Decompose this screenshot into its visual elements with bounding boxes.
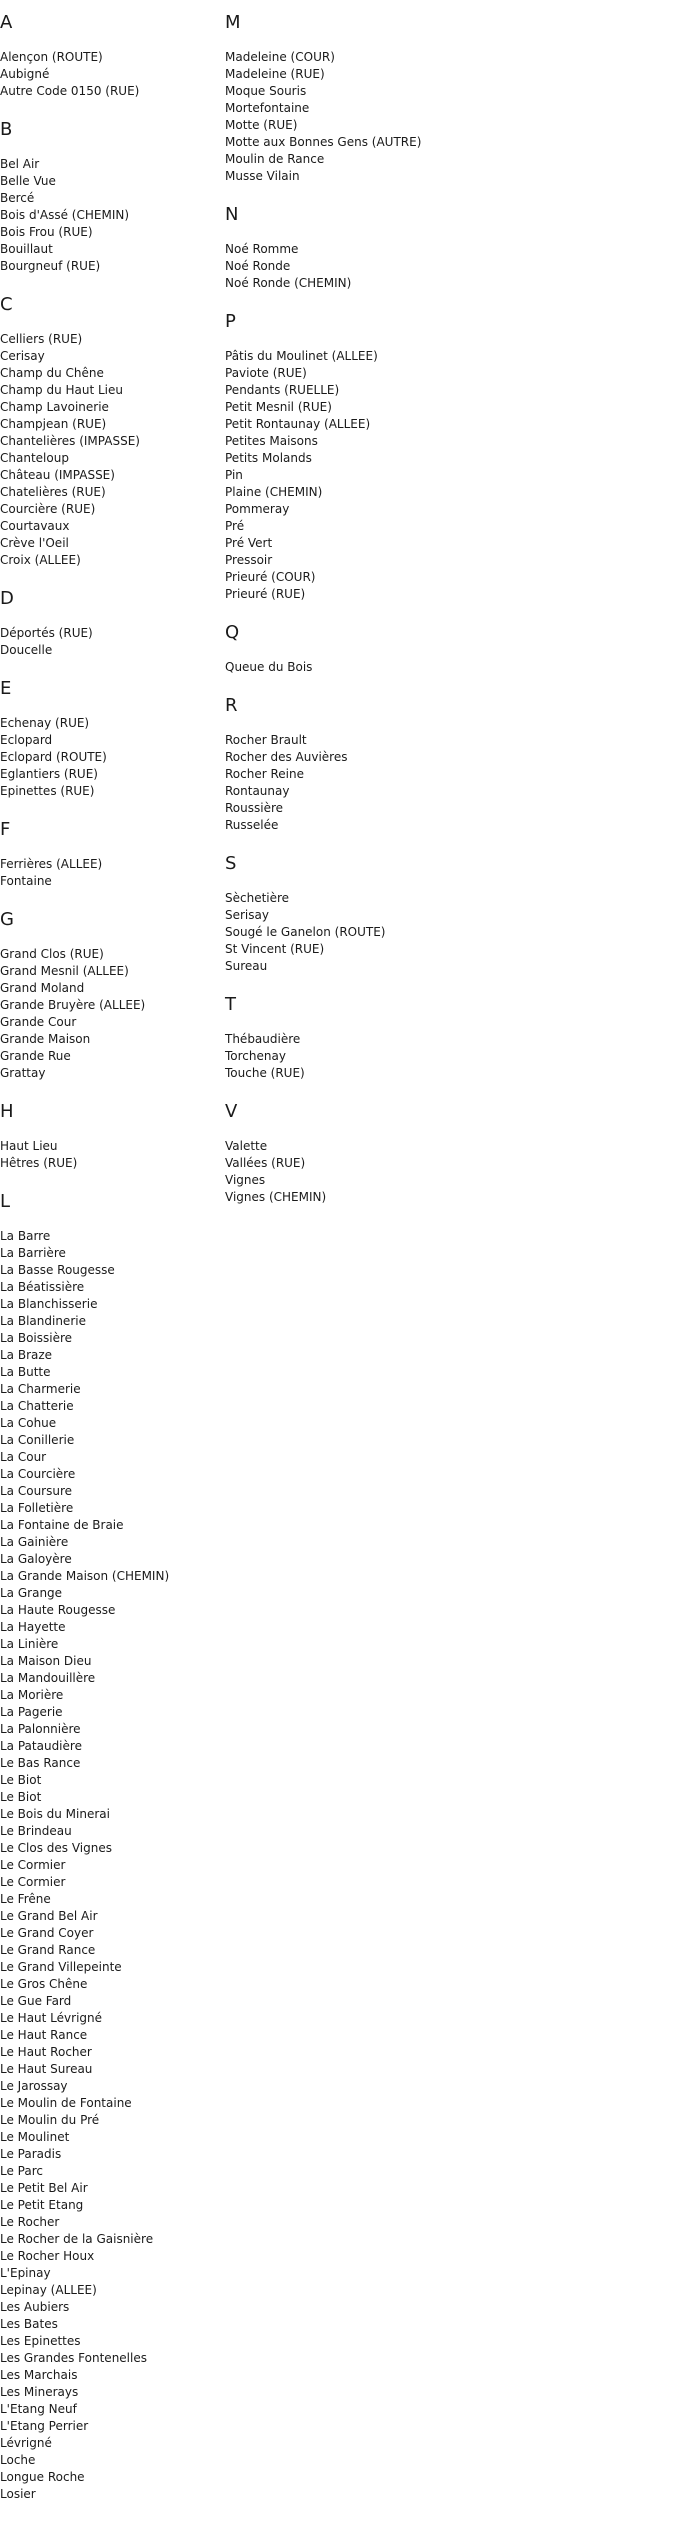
street-name: La Cour [0, 1450, 47, 1464]
street-name: Pressoir [225, 553, 273, 567]
street-name: Crève l'Oeil [0, 536, 69, 550]
street-list [0, 625, 225, 659]
street-name: Grand Clos (RUE) [0, 947, 104, 961]
section-spacer [0, 890, 225, 910]
street-name: Motte (RUE) [225, 118, 298, 132]
street-name: Eglantiers (RUE) [0, 767, 98, 781]
section-spacer [0, 1082, 225, 1102]
section-letter-heading: H [0, 1101, 14, 1122]
street-name: Epinettes (RUE) [0, 784, 95, 798]
street-name: Le Cormier [0, 1858, 66, 1872]
street-name: Les Minerays [0, 2385, 79, 2399]
street-name: Le Rocher de la Gaisnière [0, 2232, 154, 2246]
street-name: Musse Vilain [225, 169, 300, 183]
street-name: Champjean (RUE) [0, 417, 107, 431]
street-name: Grattay [0, 1066, 46, 1080]
section-spacer [225, 1206, 450, 1226]
street-name: La Barrière [0, 1246, 66, 1260]
street-name: Alençon (ROUTE) [0, 50, 103, 64]
street-name: Valette [225, 1139, 268, 1153]
street-name: Madeleine (COUR) [225, 50, 335, 64]
street-list [225, 659, 450, 676]
street-name: Bois Frou (RUE) [0, 225, 93, 239]
street-list [225, 49, 450, 185]
street-name: La Hayette [0, 1620, 66, 1634]
street-name: Chantelières (IMPASSE) [0, 434, 140, 448]
street-name: La Morière [0, 1688, 64, 1702]
street-name: La Grange [0, 1586, 63, 1600]
street-name: Les Bates [0, 2317, 58, 2331]
letter-section-s [225, 854, 450, 995]
street-name: Petites Maisons [225, 434, 318, 448]
street-name: La Mandouillère [0, 1671, 96, 1685]
street-name: La Blanchisserie [0, 1297, 98, 1311]
street-name: Grande Bruyère (ALLEE) [0, 998, 146, 1012]
street-name: La Grande Maison (CHEMIN) [0, 1569, 170, 1583]
street-name: Champ du Chêne [0, 366, 104, 380]
street-name: L'Etang Neuf [0, 2402, 77, 2416]
street-name: La Coursure [0, 1484, 73, 1498]
street-name: La Braze [0, 1348, 53, 1362]
section-letter-heading: F [0, 819, 11, 840]
section-letter-heading: N [225, 204, 239, 225]
street-name: Le Parc [0, 2164, 43, 2178]
street-name: Le Frêne [0, 1892, 51, 1906]
street-name: Motte aux Bonnes Gens (AUTRE) [225, 135, 422, 149]
street-name: Pendants (RUELLE) [225, 383, 340, 397]
street-name: Eclopard (ROUTE) [0, 750, 107, 764]
street-name: Grand Mesnil (ALLEE) [0, 964, 129, 978]
street-name: Champ Lavoinerie [0, 400, 109, 414]
street-name: Bourgneuf (RUE) [0, 259, 101, 273]
letter-section-c [0, 295, 225, 589]
letter-section-p [225, 312, 450, 623]
street-name: Doucelle [0, 643, 53, 657]
section-spacer [225, 292, 450, 312]
street-list [225, 732, 450, 834]
letter-section-m [225, 13, 450, 205]
street-name: Les Marchais [0, 2368, 78, 2382]
street-name: La Charmerie [0, 1382, 81, 1396]
section-letter-heading: D [0, 588, 14, 609]
street-name: La Haute Rougesse [0, 1603, 116, 1617]
street-name: Pin [225, 468, 243, 482]
street-name: Bercé [0, 191, 35, 205]
section-letter-heading: Q [225, 622, 240, 643]
street-name: Lévrigné [0, 2436, 52, 2450]
street-name: Grande Cour [0, 1015, 77, 1029]
street-name: Vignes [225, 1173, 266, 1187]
street-list [0, 156, 225, 275]
street-name: Autre Code 0150 (RUE) [0, 84, 140, 98]
street-list [0, 49, 225, 100]
section-spacer [225, 185, 450, 205]
street-name: Hêtres (RUE) [0, 1156, 78, 1170]
section-letter-heading: C [0, 294, 13, 315]
street-name: Le Haut Lévrigné [0, 2011, 103, 2025]
street-name: Courcière (RUE) [0, 502, 96, 516]
street-name: Echenay (RUE) [0, 716, 90, 730]
street-name: Le Gue Fard [0, 1994, 72, 2008]
street-name: Prieuré (RUE) [225, 587, 306, 601]
street-name: Le Paradis [0, 2147, 62, 2161]
letter-section-f [0, 820, 225, 910]
street-name: L'Epinay [0, 2266, 51, 2280]
section-spacer [225, 975, 450, 995]
street-name: Le Gros Chêne [0, 1977, 88, 1991]
street-name: L'Etang Perrier [0, 2419, 89, 2433]
street-name: Moque Souris [225, 84, 307, 98]
street-name: Le Biot [0, 1773, 42, 1787]
street-name: La Folletière [0, 1501, 74, 1515]
street-name: La Conillerie [0, 1433, 75, 1447]
street-name: Petits Molands [225, 451, 312, 465]
street-name: Rontaunay [225, 784, 290, 798]
letter-section-v [225, 1102, 450, 1226]
section-letter-heading: L [0, 1191, 11, 1212]
street-name: Celliers (RUE) [0, 332, 83, 346]
street-name: Prieuré (COUR) [225, 570, 316, 584]
street-list [0, 715, 225, 800]
street-name: La Courcière [0, 1467, 76, 1481]
street-name: Chatelières (RUE) [0, 485, 106, 499]
street-name: La Pataudière [0, 1739, 82, 1753]
street-name: Loche [0, 2453, 36, 2467]
street-name: Mortefontaine [225, 101, 310, 115]
street-name: Sureau [225, 959, 268, 973]
street-name: La Palonnière [0, 1722, 81, 1736]
section-spacer [225, 834, 450, 854]
letter-section-n [225, 205, 450, 312]
street-name: Le Bois du Minerai [0, 1807, 110, 1821]
street-name: Le Clos des Vignes [0, 1841, 112, 1855]
letter-section-e [0, 679, 225, 820]
street-name: Sougé le Ganelon (ROUTE) [225, 925, 386, 939]
street-name: Paviote (RUE) [225, 366, 307, 380]
street-name: Le Jarossay [0, 2079, 68, 2093]
street-name: Vallées (RUE) [225, 1156, 306, 1170]
street-index-left-column [0, 13, 225, 2523]
street-name: Moulin de Rance [225, 152, 325, 166]
street-name: Ferrières (ALLEE) [0, 857, 103, 871]
street-name: Bois d'Assé (CHEMIN) [0, 208, 130, 222]
street-list [225, 890, 450, 975]
street-name: Thébaudière [225, 1032, 301, 1046]
street-name: La Cohue [0, 1416, 57, 1430]
street-name: Le Petit Bel Air [0, 2181, 88, 2195]
street-name: Le Grand Villepeinte [0, 1960, 122, 1974]
street-name: Aubigné [0, 67, 50, 81]
street-name: Pré [225, 519, 245, 533]
street-name: Torchenay [225, 1049, 286, 1063]
street-name: Le Haut Sureau [0, 2062, 93, 2076]
street-name: Madeleine (RUE) [225, 67, 325, 81]
section-spacer [0, 2503, 225, 2523]
street-index-right-column [225, 13, 450, 1226]
street-name: Le Biot [0, 1790, 42, 1804]
letter-section-q [225, 623, 450, 696]
letter-section-t [225, 995, 450, 1102]
street-name: La Barre [0, 1229, 51, 1243]
section-letter-heading: B [0, 119, 13, 140]
street-name: La Boissière [0, 1331, 73, 1345]
street-name: Rocher Brault [225, 733, 307, 747]
section-spacer [0, 569, 225, 589]
street-name: Château (IMPASSE) [0, 468, 115, 482]
street-name: Le Cormier [0, 1875, 66, 1889]
section-letter-heading: G [0, 909, 14, 930]
section-spacer [225, 603, 450, 623]
street-name: Pâtis du Moulinet (ALLEE) [225, 349, 378, 363]
street-name: Pré Vert [225, 536, 273, 550]
street-name: Le Moulin de Fontaine [0, 2096, 132, 2110]
street-name: La Basse Rougesse [0, 1263, 115, 1277]
street-name: La Linière [0, 1637, 59, 1651]
street-name: Touche (RUE) [225, 1066, 305, 1080]
street-name: Le Bas Rance [0, 1756, 81, 1770]
street-list [0, 1138, 225, 1172]
street-name: Bel Air [0, 157, 40, 171]
street-name: La Chatterie [0, 1399, 74, 1413]
street-name: Eclopard [0, 733, 53, 747]
section-spacer [0, 275, 225, 295]
street-name: Losier [0, 2487, 36, 2501]
street-name: Champ du Haut Lieu [0, 383, 124, 397]
street-name: Le Petit Etang [0, 2198, 84, 2212]
letter-section-a [0, 13, 225, 120]
street-name: Grand Moland [0, 981, 85, 995]
street-name: Le Haut Rance [0, 2028, 88, 2042]
section-spacer [225, 1082, 450, 1102]
street-name: La Butte [0, 1365, 51, 1379]
street-name: Noé Ronde (CHEMIN) [225, 276, 352, 290]
street-name: Sèchetière [225, 891, 290, 905]
street-name: Le Grand Coyer [0, 1926, 94, 1940]
street-name: Le Moulinet [0, 2130, 70, 2144]
street-name: Queue du Bois [225, 660, 313, 674]
letter-section-h [0, 1102, 225, 1192]
street-name: Courtavaux [0, 519, 70, 533]
street-name: Fontaine [0, 874, 52, 888]
street-name: Croix (ALLEE) [0, 553, 81, 567]
section-letter-heading: E [0, 678, 12, 699]
street-name: La Blandinerie [0, 1314, 86, 1328]
letter-section-g [0, 910, 225, 1102]
street-name: Haut Lieu [0, 1139, 58, 1153]
street-name: La Fontaine de Braie [0, 1518, 124, 1532]
street-name: Le Grand Rance [0, 1943, 96, 1957]
section-letter-heading: V [225, 1101, 238, 1122]
street-name: Le Moulin du Pré [0, 2113, 100, 2127]
section-letter-heading: R [225, 695, 238, 716]
street-name: Noé Romme [225, 242, 299, 256]
street-name: Le Rocher Houx [0, 2249, 95, 2263]
section-spacer [0, 100, 225, 120]
street-name: Les Aubiers [0, 2300, 70, 2314]
street-list [0, 946, 225, 1082]
street-name: La Béatissière [0, 1280, 85, 1294]
street-name: Les Grandes Fontenelles [0, 2351, 147, 2365]
section-letter-heading: S [225, 853, 237, 874]
street-name: Vignes (CHEMIN) [225, 1190, 327, 1204]
street-name: St Vincent (RUE) [225, 942, 325, 956]
street-name: Petit Mesnil (RUE) [225, 400, 332, 414]
street-name: Plaine (CHEMIN) [225, 485, 323, 499]
section-letter-heading: P [225, 311, 236, 332]
street-name: Le Haut Rocher [0, 2045, 92, 2059]
street-list [0, 331, 225, 569]
street-name: La Pagerie [0, 1705, 63, 1719]
street-name: La Gainière [0, 1535, 69, 1549]
section-spacer [225, 676, 450, 696]
street-name: Le Grand Bel Air [0, 1909, 98, 1923]
street-name: Serisay [225, 908, 269, 922]
street-name: La Galoyère [0, 1552, 72, 1566]
street-name: Grande Rue [0, 1049, 71, 1063]
street-list [225, 1138, 450, 1206]
street-name: Rocher des Auvières [225, 750, 348, 764]
street-name: Roussière [225, 801, 284, 815]
section-spacer [0, 659, 225, 679]
street-name: Le Brindeau [0, 1824, 72, 1838]
street-name: Noé Ronde [225, 259, 291, 273]
street-name: Cerisay [0, 349, 45, 363]
street-name: Pommeray [225, 502, 290, 516]
street-name: Lepinay (ALLEE) [0, 2283, 97, 2297]
street-name: Le Rocher [0, 2215, 60, 2229]
letter-section-b [0, 120, 225, 295]
letter-section-r [225, 696, 450, 854]
street-name: Russelée [225, 818, 279, 832]
street-name: Petit Rontaunay (ALLEE) [225, 417, 371, 431]
section-spacer [0, 800, 225, 820]
section-spacer [0, 1172, 225, 1192]
street-name: Grande Maison [0, 1032, 91, 1046]
street-name: Rocher Reine [225, 767, 304, 781]
section-letter-heading: A [0, 12, 13, 33]
street-name: Bouillaut [0, 242, 53, 256]
section-letter-heading: M [225, 12, 241, 33]
street-list [225, 348, 450, 603]
letter-section-l [0, 1192, 225, 2523]
street-list [0, 856, 225, 890]
street-list [225, 241, 450, 292]
street-list [225, 1031, 450, 1082]
street-name: Belle Vue [0, 174, 56, 188]
street-list [0, 1228, 225, 2503]
street-name: Chanteloup [0, 451, 69, 465]
letter-section-d [0, 589, 225, 679]
street-name: Les Epinettes [0, 2334, 81, 2348]
street-name: Déportés (RUE) [0, 626, 93, 640]
street-name: La Maison Dieu [0, 1654, 92, 1668]
street-name: Longue Roche [0, 2470, 85, 2484]
section-letter-heading: T [225, 994, 236, 1015]
